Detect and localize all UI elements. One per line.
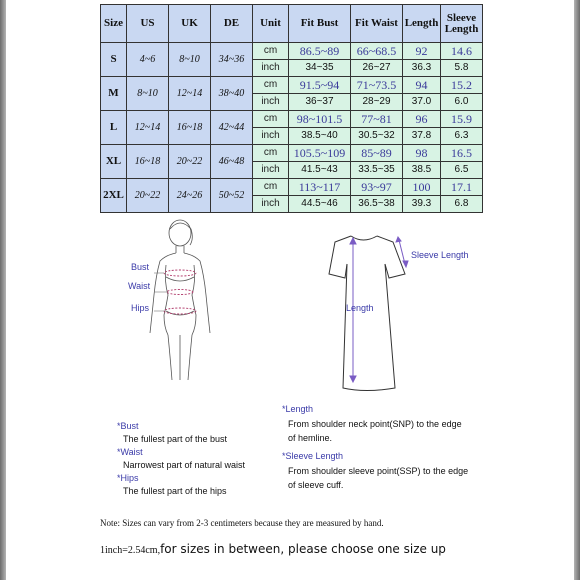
unit-cell: cm xyxy=(253,77,289,94)
waist-cell: 85~89 xyxy=(351,145,403,162)
length-definition-title: *Length xyxy=(282,404,314,414)
size-cell: M xyxy=(101,77,127,111)
unit-cell: cm xyxy=(253,145,289,162)
size-cell: XL xyxy=(101,145,127,179)
waist-definition-title: *Waist xyxy=(117,447,143,457)
bust-label: Bust xyxy=(131,262,150,272)
sleeve-definition-title: *Sleeve Length xyxy=(282,451,344,461)
unit-cell: inch xyxy=(253,94,289,111)
conversion-advice: for sizes in between, please choose one size up xyxy=(160,542,446,556)
table-row xyxy=(101,111,483,128)
bust-cell: 36~37 xyxy=(289,94,351,111)
sleeve-cell: 6.8 xyxy=(441,196,483,213)
bust-definition-text: The fullest part of the bust xyxy=(123,434,228,444)
uk-cell: 20~22 xyxy=(169,145,211,179)
waist-definition-text: Narrowest part of natural waist xyxy=(123,460,246,470)
unit-cell: cm xyxy=(253,179,289,196)
conversion-note xyxy=(100,541,446,557)
hips-definition-title: *Hips xyxy=(117,473,139,483)
length-cell: 92 xyxy=(403,43,441,60)
bust-cell: 98~101.5 xyxy=(289,111,351,128)
unit-cell: inch xyxy=(253,162,289,179)
unit-cell: cm xyxy=(253,111,289,128)
size-cell: S xyxy=(101,43,127,77)
sleeve-definition-text: From shoulder sleeve point(SSP) to the edge xyxy=(288,466,469,476)
body-definitions xyxy=(117,421,297,496)
header-cell: Fit Bust xyxy=(289,5,351,43)
de-cell: 34~36 xyxy=(211,43,253,77)
header-cell: Length xyxy=(403,5,441,43)
bust-cell: 105.5~109 xyxy=(289,145,351,162)
table-row xyxy=(101,77,483,94)
sizing-note: Note: Sizes can vary from 2-3 centimeters because they are measured by hand. xyxy=(100,518,384,528)
length-cell: 100 xyxy=(403,179,441,196)
sleeve-cell: 15.2 xyxy=(441,77,483,94)
length-label: Length xyxy=(346,303,374,313)
waist-cell: 77~81 xyxy=(351,111,403,128)
uk-cell: 12~14 xyxy=(169,77,211,111)
de-cell: 42~44 xyxy=(211,111,253,145)
uk-cell: 24~26 xyxy=(169,179,211,213)
bust-cell: 91.5~94 xyxy=(289,77,351,94)
table-row xyxy=(101,43,483,60)
length-cell: 39.3 xyxy=(403,196,441,213)
dress-figure xyxy=(325,228,485,398)
sleeve-length-label: Sleeve Length xyxy=(411,250,469,260)
header-cell: UK xyxy=(169,5,211,43)
unit-cell: inch xyxy=(253,128,289,145)
uk-cell: 16~18 xyxy=(169,111,211,145)
us-cell: 20~22 xyxy=(127,179,169,213)
unit-cell: inch xyxy=(253,196,289,213)
bust-definition-title: *Bust xyxy=(117,421,139,431)
sleeve-definition-text-2: of sleeve cuff. xyxy=(288,480,344,490)
length-cell: 98 xyxy=(403,145,441,162)
hips-definition-text: The fullest part of the hips xyxy=(123,486,227,496)
de-cell: 38~40 xyxy=(211,77,253,111)
length-cell: 37.0 xyxy=(403,94,441,111)
sleeve-cell: 5.8 xyxy=(441,60,483,77)
bust-cell: 113~117 xyxy=(289,179,351,196)
table-row xyxy=(101,179,483,196)
waist-cell: 33.5~35 xyxy=(351,162,403,179)
waist-cell: 28~29 xyxy=(351,94,403,111)
sleeve-cell: 16.5 xyxy=(441,145,483,162)
waist-cell: 71~73.5 xyxy=(351,77,403,94)
right-frame-edge xyxy=(574,0,580,580)
unit-cell: inch xyxy=(253,60,289,77)
sleeve-cell: 14.6 xyxy=(441,43,483,60)
length-cell: 96 xyxy=(403,111,441,128)
bust-cell: 86.5~89 xyxy=(289,43,351,60)
body-figure xyxy=(110,215,230,395)
bust-cell: 41.5~43 xyxy=(289,162,351,179)
length-cell: 38.5 xyxy=(403,162,441,179)
size-cell: 2XL xyxy=(101,179,127,213)
header-cell: Size xyxy=(101,5,127,43)
header-cell: US xyxy=(127,5,169,43)
waist-cell: 93~97 xyxy=(351,179,403,196)
table-header-row xyxy=(101,5,483,43)
us-cell: 12~14 xyxy=(127,111,169,145)
us-cell: 8~10 xyxy=(127,77,169,111)
body-silhouette-icon xyxy=(110,215,230,395)
waist-cell: 30.5~32 xyxy=(351,128,403,145)
header-cell: DE xyxy=(211,5,253,43)
garment-definitions xyxy=(282,404,502,490)
sleeve-cell: 6.3 xyxy=(441,128,483,145)
size-cell: L xyxy=(101,111,127,145)
waist-label: Waist xyxy=(128,281,151,291)
bust-cell: 44.5~46 xyxy=(289,196,351,213)
header-cell: Fit Waist xyxy=(351,5,403,43)
table-row xyxy=(101,145,483,162)
length-cell: 94 xyxy=(403,77,441,94)
length-definition-text-2: of hemline. xyxy=(288,433,333,443)
sleeve-cell: 6.5 xyxy=(441,162,483,179)
left-frame-edge xyxy=(0,0,6,580)
us-cell: 16~18 xyxy=(127,145,169,179)
bust-cell: 38.5~40 xyxy=(289,128,351,145)
length-cell: 37.8 xyxy=(403,128,441,145)
sleeve-cell: 17.1 xyxy=(441,179,483,196)
de-cell: 46~48 xyxy=(211,145,253,179)
sleeve-cell: 6.0 xyxy=(441,94,483,111)
unit-cell: cm xyxy=(253,43,289,60)
us-cell: 4~6 xyxy=(127,43,169,77)
waist-cell: 36.5~38 xyxy=(351,196,403,213)
size-chart-table xyxy=(100,4,483,213)
waist-cell: 66~68.5 xyxy=(351,43,403,60)
sleeve-cell: 15.9 xyxy=(441,111,483,128)
header-cell: Sleeve Length xyxy=(441,5,483,43)
length-definition-text: From shoulder neck point(SNP) to the edge xyxy=(288,419,462,429)
uk-cell: 8~10 xyxy=(169,43,211,77)
hips-label: Hips xyxy=(131,303,150,313)
bust-cell: 34~35 xyxy=(289,60,351,77)
waist-cell: 26~27 xyxy=(351,60,403,77)
de-cell: 50~52 xyxy=(211,179,253,213)
header-cell: Unit xyxy=(253,5,289,43)
conversion-formula: 1inch=2.54cm, xyxy=(100,545,161,556)
length-cell: 36.3 xyxy=(403,60,441,77)
